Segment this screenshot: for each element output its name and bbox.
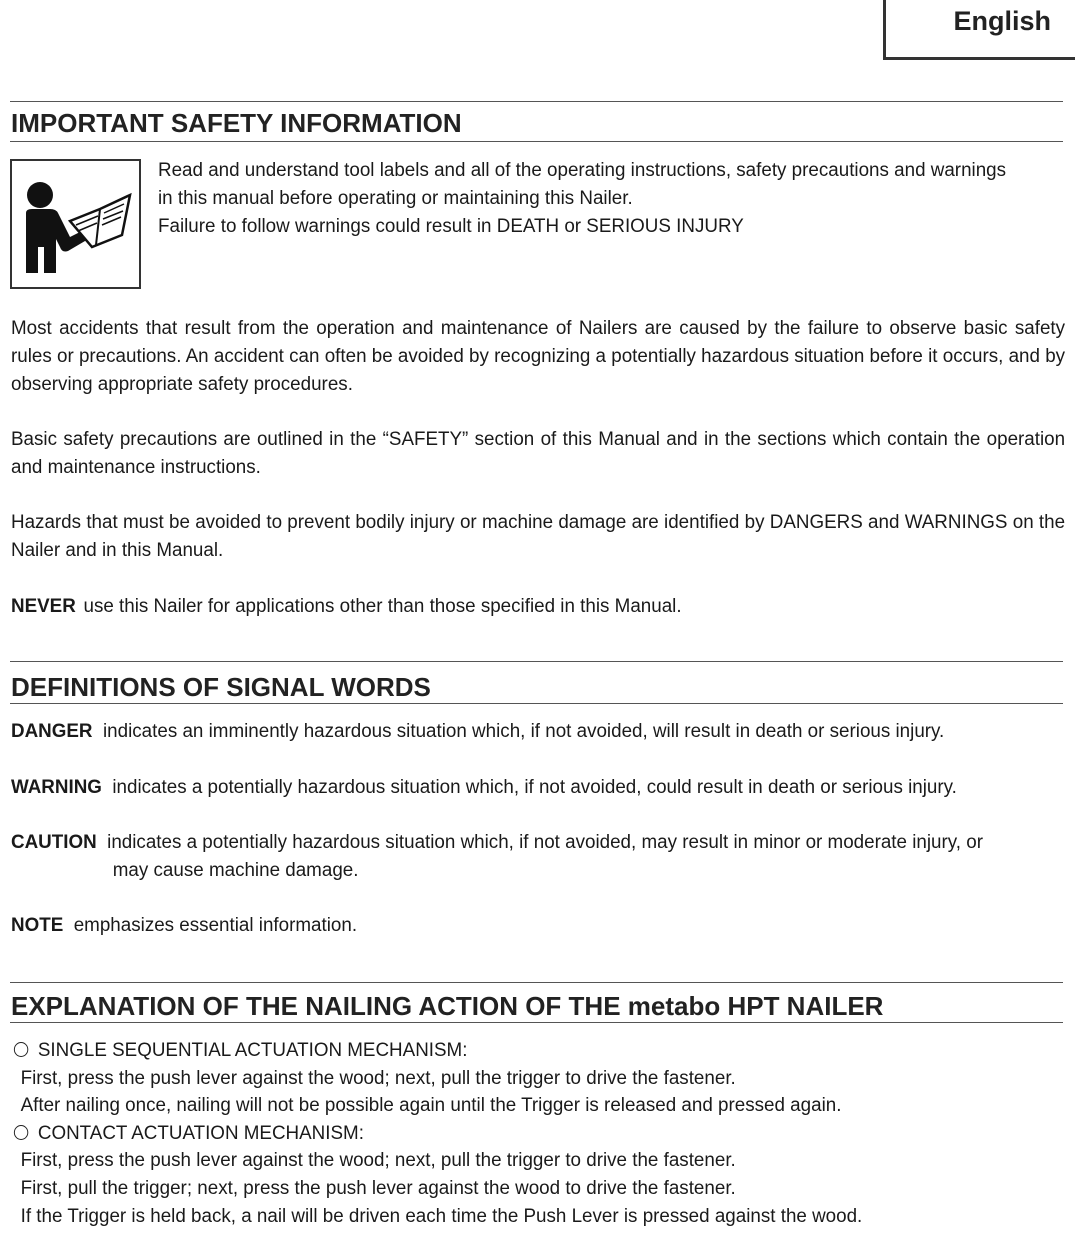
- section-rule-bottom: [10, 141, 1063, 142]
- section-rule-top: [10, 982, 1063, 983]
- list-item: First, pull the trigger; next, press the push lever against the wood to drive the fastener.: [20, 1176, 736, 1199]
- section-rule-bottom: [10, 1022, 1063, 1023]
- caution-text: indicates a potentially hazardous situation which, if not avoided, may result in minor or moderate injury, or: [107, 831, 983, 853]
- section-rule-top: [10, 661, 1063, 662]
- signal-words-heading: DEFINITIONS OF SIGNAL WORDS: [11, 672, 431, 702]
- read-manual-icon: [10, 159, 141, 289]
- warning-text: indicates a potentially hazardous situation which, if not avoided, could result in death or serious injury.: [112, 776, 957, 798]
- intro-line: Failure to follow warnings could result in DEATH or SERIOUS INJURY: [158, 215, 744, 237]
- never-paragraph: [11, 592, 1065, 620]
- note-definition: [11, 911, 1065, 939]
- single-mechanism-title: [11, 1037, 862, 1065]
- safety-heading: IMPORTANT SAFETY INFORMATION: [11, 108, 462, 138]
- note-keyword: NOTE: [11, 914, 64, 936]
- warning-definition: [11, 773, 1065, 801]
- danger-text: indicates an imminently hazardous situation which, if not avoided, will result in death or serious injury.: [102, 720, 945, 742]
- note-text: emphasizes essential information.: [73, 914, 358, 936]
- intro-line: Read and understand tool labels and all of the operating instructions, safety precautions and warnings: [158, 159, 1007, 181]
- circle-bullet-icon: [14, 1042, 28, 1057]
- never-keyword: NEVER: [11, 595, 76, 617]
- language-label: English: [953, 6, 1051, 36]
- accidents-paragraph: Most accidents that result from the operation and maintenance of Nailers are caused by the failure to observe basic safety rules or precautions. An accident can often be avoided by recognizing a potentially hazardous situation before it occurs, and by observing appropriate safety procedures.: [11, 317, 1066, 395]
- caution-definition: [11, 828, 1065, 884]
- list-item: First, press the push lever against the wood; next, pull the trigger to drive the fastener.: [20, 1149, 736, 1172]
- never-text: use this Nailer for applications other than those specified in this Manual.: [83, 595, 682, 617]
- danger-definition: [11, 717, 1065, 745]
- nailing-heading: EXPLANATION OF THE NAILING ACTION OF THE metabo HPT NAILER: [11, 991, 884, 1021]
- list-item: If the Trigger is held back, a nail will be driven each time the Push Lever is pressed against the wood.: [20, 1204, 863, 1227]
- section-rule-top: [10, 101, 1063, 102]
- contact-mechanism-label: CONTACT ACTUATION MECHANISM:: [37, 1121, 364, 1144]
- circle-bullet-icon: [14, 1125, 28, 1140]
- danger-keyword: DANGER: [11, 720, 93, 742]
- section-rule-bottom: [10, 703, 1063, 704]
- caution-continuation: may cause machine damage.: [112, 859, 359, 881]
- intro-text: [158, 156, 1041, 240]
- list-item: First, press the push lever against the wood; next, pull the trigger to drive the fastener.: [20, 1066, 736, 1089]
- list-item: After nailing once, nailing will not be possible again until the Trigger is released and pressed again.: [20, 1094, 842, 1117]
- precautions-paragraph: Basic safety precautions are outlined in the “SAFETY” section of this Manual and in the sections which contain the operation and maintenance instructions.: [11, 428, 1066, 478]
- hazards-paragraph: Hazards that must be avoided to prevent bodily injury or machine damage are identified by DANGERS and WARNINGS on the Nailer and in this Manual.: [11, 511, 1066, 561]
- language-tab: [883, 0, 1075, 60]
- contact-mechanism-title: [11, 1120, 862, 1148]
- single-mechanism-label: SINGLE SEQUENTIAL ACTUATION MECHANISM:: [37, 1039, 468, 1061]
- caution-keyword: CAUTION: [11, 831, 97, 853]
- warning-keyword: WARNING: [11, 776, 102, 798]
- nailing-mechanisms: [11, 1037, 862, 1230]
- intro-line: in this manual before operating or maintaining this Nailer.: [158, 187, 633, 209]
